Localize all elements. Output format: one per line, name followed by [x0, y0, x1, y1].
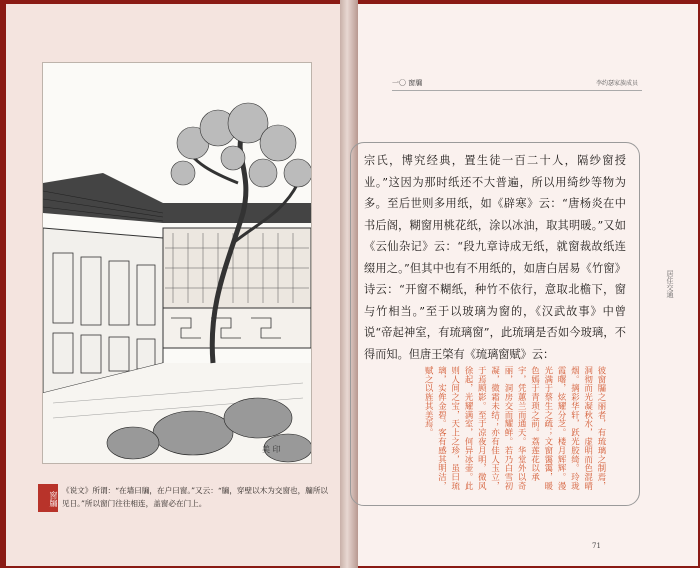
header-divider: [392, 90, 642, 91]
body-paragraph: 宗氏，博究经典，置生徒一百二十人，隔纱窗授业。”这因为那时纸还不大普遍，所以用绮纱等物为多。至后世则多用纸，如《辟寒》云：“唐杨炎在中书后阁，糊窗用桃花纸，涂以冰油，取其明暖。”又如《云仙杂记》云：“段九章诗成无纸，就窗裁故纸连缀用之。”但其中也有不用纸的，如唐白居易《竹窗》诗云：“开窗不糊纸，种竹不依行，意取北檐下，窗与竹相当。”至于以玻璃为窗的，《汉武故事》中曾说“帝起神室，有琉璃窗”，此琉璃是否如今玻璃，不得而知。但唐王棨有《琉璃窗赋》云：: [364, 154, 626, 361]
running-header: 李约瑟家族成员: [596, 80, 639, 87]
chapter-header: 一〇 窗牖: [392, 79, 423, 87]
page-number: 71: [592, 542, 601, 550]
verse-quotation: 彼窗牖之丽者，有琉璃之制焉，洞彻而光凝秋水，虚明而色混晴烟。摛彩华轩，跃光胶绮。玲珑霞曙，炫耀分芝。楼月辉辉。漫光满于蔡生之疏；文窗霭霭，暖色嫣于青琐之前。荔莲花以承宇，凭蕙兰而通天。华堂外以奇丽，洞房交而耀鲜。若乃白雪初凝，微霜未结；亦有佳人玉立，于焉顾影。至于凉夜月明，微风徐起，光耀满室，何异冰壶。此则人间之宝，天上之珍，虽曰琉璃，实侔金碧。客有感其明洁，赋之以旌其美焉。: [424, 366, 607, 491]
caption-seal: 窗牖: [38, 484, 58, 512]
artist-signature: 美 印: [262, 445, 281, 454]
illustration-caption: 《说文》所谓：“在墙曰牖，在户曰窗。”又云：“牖，穿壁以木为交窗也，牖所以见日。”所以窗门往往相连，盖窗必在门上。: [62, 486, 329, 508]
section-side-note: 居住交通: [666, 270, 674, 298]
garden-window-illustration: [42, 62, 312, 464]
